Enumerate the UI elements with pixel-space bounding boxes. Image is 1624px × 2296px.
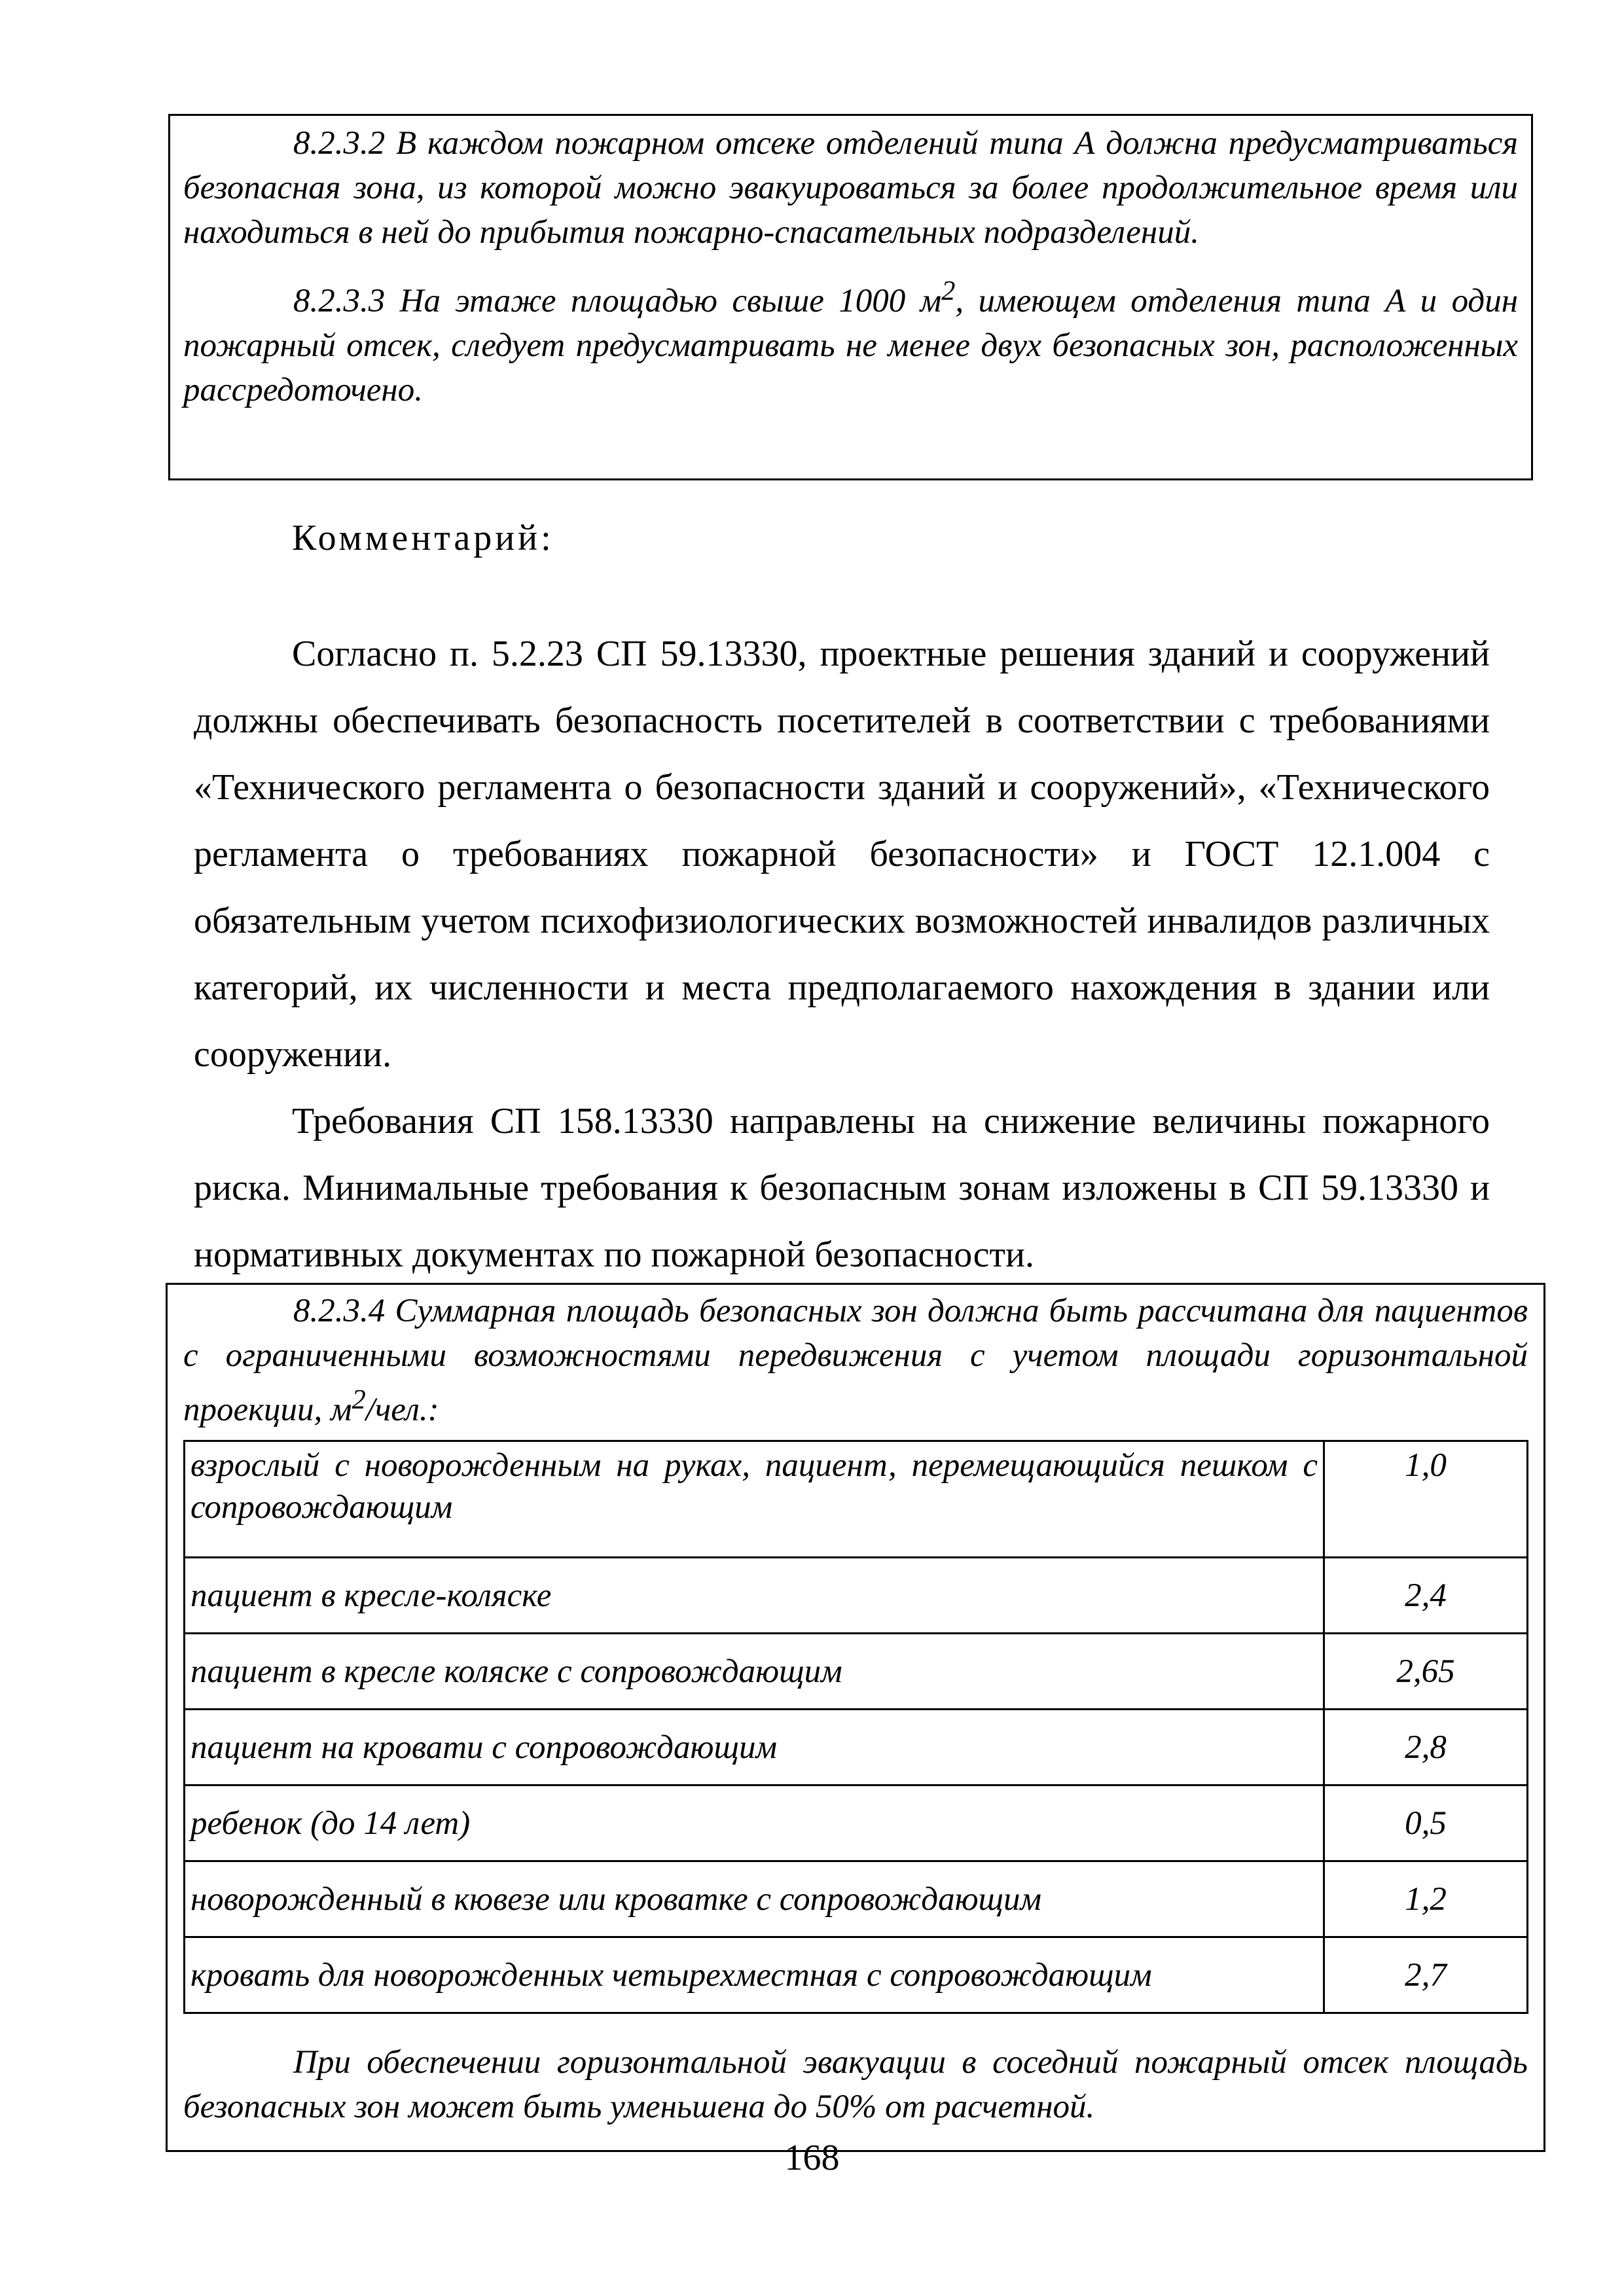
clause-8-2-3-3-text-b: , имеющем отделения типа А и один пожарный отсек, следует предусматривать не менее двух безопасных зон, расположенных рассредоточено. [183, 283, 1518, 408]
evacuation-note: При обеспечении горизонтальной эвакуации в соседний пожарный отсек площадь безопасных зон может быть уменьшена до 50% от расчетной. [183, 2044, 1528, 2125]
table-row [185, 1937, 1528, 2013]
table-cell-value: 0,5 [1324, 1785, 1528, 1861]
clause-8-2-3-2: 8.2.3.2 В каждом пожарном отсеке отделений типа А должна предусматриваться безопасная зона, из которой можно эвакуироваться за более продолжительное время или находиться в ней до прибытия пожарно-спасательных подразделений. [183, 125, 1518, 251]
norm-text-box-top [168, 114, 1533, 480]
comment-paragraph-1: Согласно п. 5.2.23 СП 59.13330, проектные решения зданий и сооружений должны обеспечивать безопасность посетителей в соответствии с требованиями «Технического регламента о безопасности зданий и сооружений», «Технического регламента о требованиях пожарной безопасности» и ГОСТ 12.1.004 с обязательным учетом психофизиологических возможностей инвалидов различных категорий, их численности и места предполагаемого нахождения в здании или сооружении. [194, 634, 1490, 1075]
table-row [185, 1441, 1528, 1558]
norm-text-box-bottom [166, 1283, 1545, 2152]
clause-8-2-3-4-superscript: 2 [352, 1384, 366, 1415]
clause-8-2-3-3 [183, 269, 1518, 412]
table-cell-value: 1,2 [1324, 1861, 1528, 1937]
table-cell-category: кровать для новорожденных четырехместная с сопровождающим [185, 1937, 1324, 2013]
table-cell-value: 2,4 [1324, 1558, 1528, 1634]
table-cell-category: взрослый с новорожденным на руках, пациент, перемещающийся пешком с сопровождающим [185, 1441, 1324, 1558]
table-cell-category: пациент в кресле-коляске [185, 1558, 1324, 1634]
table-row [185, 1785, 1528, 1861]
table-cell-category: новорожденный в кювезе или кроватке с сопровождающим [185, 1861, 1324, 1937]
comment-paragraph-2: Требования СП 158.13330 направлены на снижение величины пожарного риска. Минимальные требования к безопасным зонам изложены в СП 59.13330 и нормативных документах по пожарной безопасности. [194, 1101, 1490, 1275]
table-cell-value: 2,65 [1324, 1634, 1528, 1710]
table-cell-value: 2,7 [1324, 1937, 1528, 2013]
table-cell-category: пациент в кресле коляске с сопровождающим [185, 1634, 1324, 1710]
comment-heading: Комментарий: [292, 518, 554, 558]
clause-8-2-3-4-text-b: /чел.: [365, 1391, 439, 1428]
table-cell-value: 2,8 [1324, 1710, 1528, 1785]
table-cell-category: ребенок (до 14 лет) [185, 1785, 1324, 1861]
table-cell-value: 1,0 [1324, 1441, 1528, 1558]
table-row [185, 1634, 1528, 1710]
table-row [185, 1558, 1528, 1634]
table-row [185, 1861, 1528, 1937]
table-row [185, 1710, 1528, 1785]
clause-8-2-3-4-text-a: 8.2.3.4 Суммарная площадь безопасных зон должна быть рассчитана для пациентов с ограниченными возможностями передвижения с учетом площади горизонтальной проекции, м [183, 1293, 1528, 1428]
table-cell-category: пациент на кровати с сопровождающим [185, 1710, 1324, 1785]
clause-8-2-3-4 [183, 1289, 1528, 1432]
clause-8-2-3-3-superscript: 2 [941, 276, 956, 306]
clause-8-2-3-3-text-a: 8.2.3.3 На этаже площадью свыше 1000 м [293, 283, 942, 319]
page-number: 168 [784, 2138, 840, 2178]
comment-body [194, 620, 1490, 1288]
safe-zone-area-table [183, 1440, 1528, 2014]
